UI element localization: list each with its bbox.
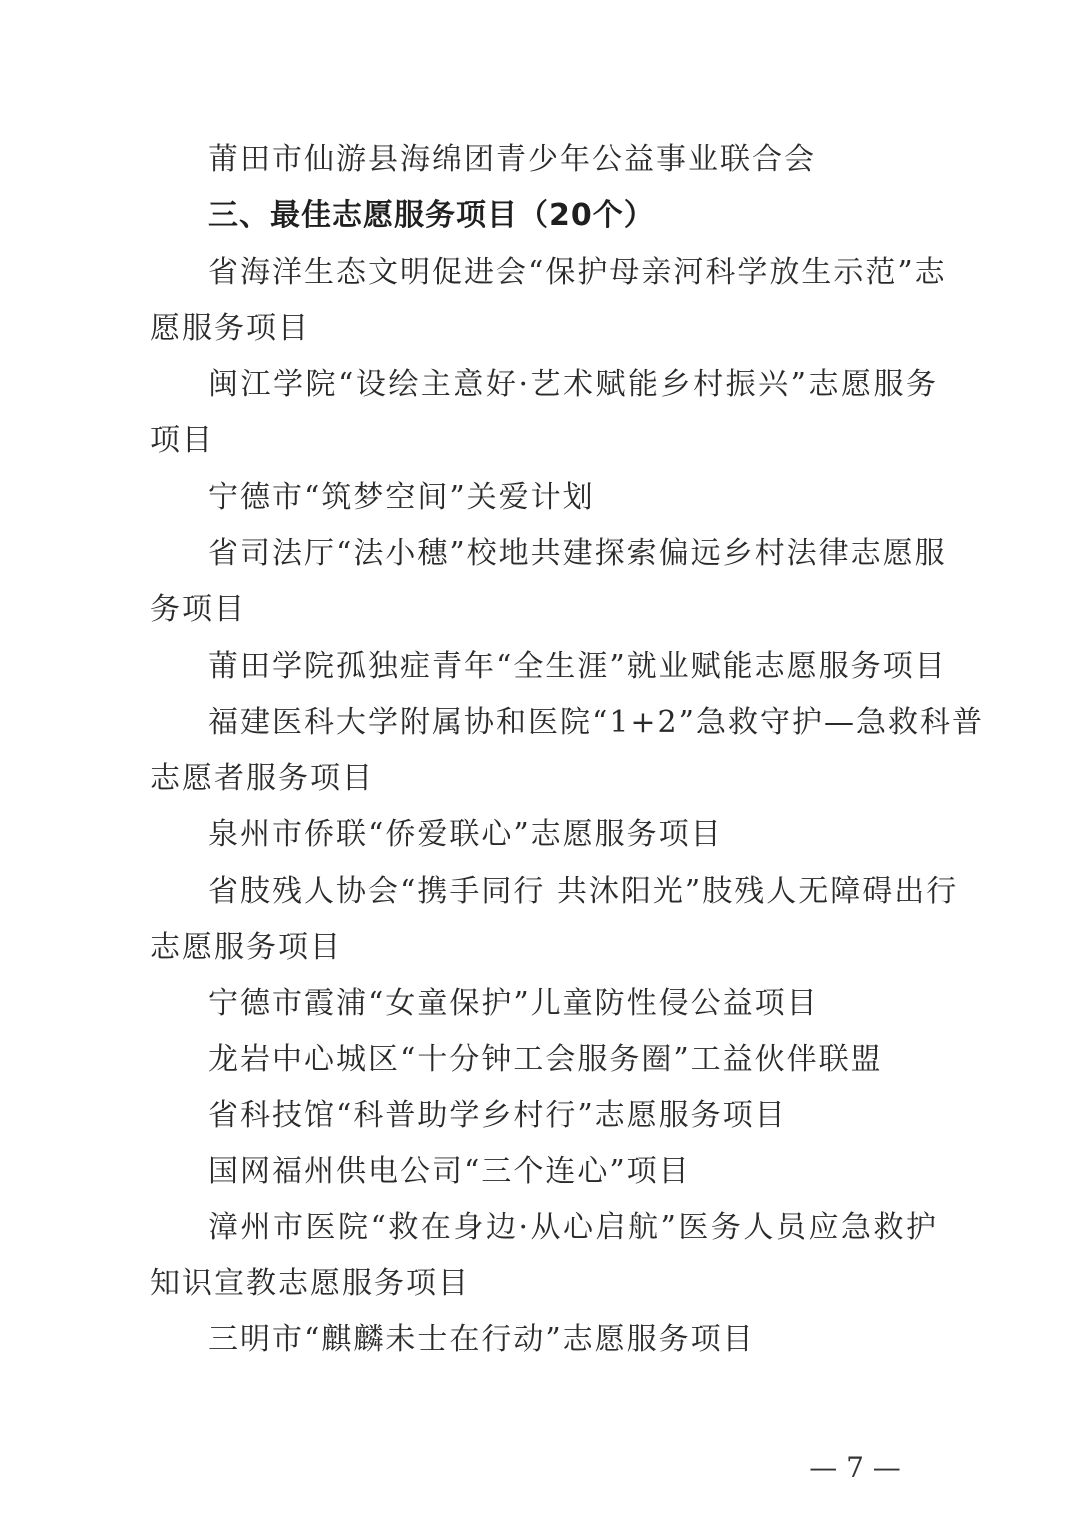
project-item-11: 省科技馆“科普助学乡村行”志愿服务项目: [208, 1098, 787, 1133]
org-line: 莆田市仙游县海绵团青少年公益事业联合会: [208, 142, 816, 177]
project-item-8-line-2: 志愿服务项目: [150, 930, 342, 965]
project-item-5: 莆田学院孤独症青年“全生涯”就业赋能志愿服务项目: [208, 649, 947, 684]
project-item-7: 泉州市侨联“侨爱联心”志愿服务项目: [208, 817, 723, 852]
project-item-2-line-2: 项目: [150, 423, 214, 458]
page-number: — 7 —: [809, 1451, 901, 1484]
project-item-1-line-2: 愿服务项目: [150, 311, 310, 346]
project-item-4-line-2: 务项目: [150, 592, 246, 627]
section-heading: 三、最佳志愿服务项目（20个）: [208, 198, 655, 233]
project-item-9: 宁德市霞浦“女童保护”儿童防性侵公益项目: [208, 986, 819, 1021]
project-item-6-line-2: 志愿者服务项目: [150, 761, 374, 796]
project-item-4-line-1: 省司法厅“法小穗”校地共建探索偏远乡村法律志愿服: [208, 536, 947, 571]
project-item-8-line-1: 省肢残人协会“携手同行 共沐阳光”肢残人无障碍出行: [208, 874, 959, 909]
project-item-1-line-1: 省海洋生态文明促进会“保护母亲河科学放生示范”志: [208, 255, 947, 290]
project-item-2-line-1: 闽江学院“设绘主意好·艺术赋能乡村振兴”志愿服务: [208, 367, 938, 402]
project-item-14: 三明市“麒麟未士在行动”志愿服务项目: [208, 1322, 755, 1357]
project-item-6-line-1: 福建医科大学附属协和医院“1+2”急救守护—急救科普: [208, 705, 984, 740]
project-item-13-line-2: 知识宣教志愿服务项目: [150, 1266, 470, 1301]
project-item-10: 龙岩中心城区“十分钟工会服务圈”工益伙伴联盟: [208, 1042, 883, 1077]
project-item-3: 宁德市“筑梦空间”关爱计划: [208, 480, 595, 515]
project-item-12: 国网福州供电公司“三个连心”项目: [208, 1154, 691, 1189]
project-item-13-line-1: 漳州市医院“救在身边·从心启航”医务人员应急救护: [208, 1210, 938, 1245]
